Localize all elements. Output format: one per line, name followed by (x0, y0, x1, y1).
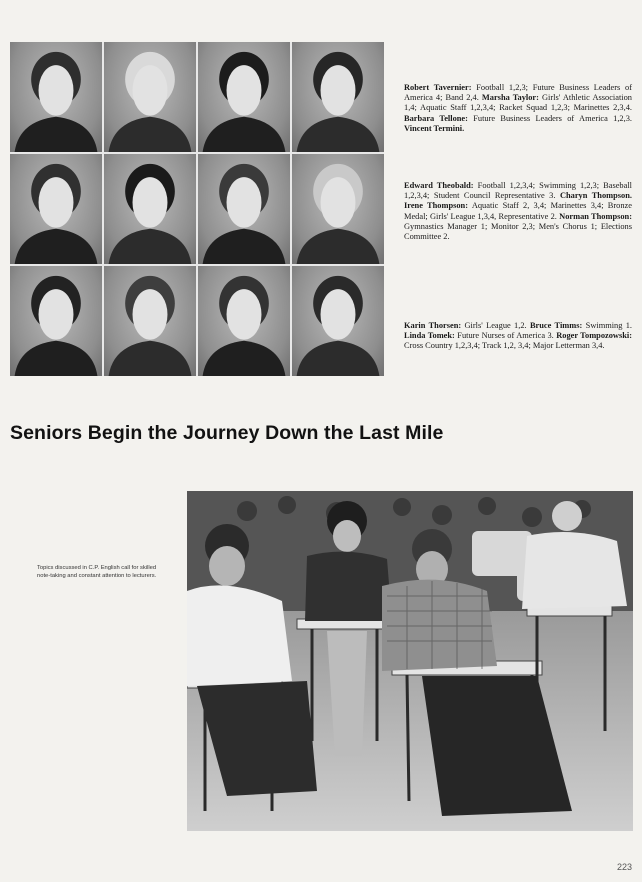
portrait-silhouette (292, 154, 384, 264)
portrait-silhouette (104, 42, 196, 152)
caption-row-1 (404, 83, 632, 134)
portrait-roger-tompozowski (292, 266, 384, 376)
senior-name: Norman Thompson: (559, 211, 633, 221)
senior-name: Edward Theobald: (404, 181, 474, 190)
portrait-vincent-termini (292, 42, 384, 152)
portrait-barbara-tellone (198, 42, 290, 152)
senior-name: Linda Tomek: (404, 331, 455, 341)
senior-activities: Girls' League 1,2. (464, 321, 527, 330)
senior-activities: Future Nurses of America 3. (457, 331, 554, 341)
portrait-karin-thorsen (10, 266, 102, 376)
section-headline: Seniors Begin the Journey Down the Last Mile (10, 422, 444, 444)
senior-activities: Future Business Leaders of America 1,2,3. (473, 113, 632, 123)
senior-name: Robert Tavernier: (404, 83, 472, 92)
page-number: 223 (616, 862, 632, 872)
photo-caption: Topics discussed in C.P. English call for skilled note-taking and constant attention to lecturers. (37, 565, 157, 579)
senior-name: Irene Thompson: (404, 201, 468, 211)
portrait-silhouette (10, 42, 102, 152)
senior-name: Karin Thorsen: (404, 321, 462, 330)
portrait-silhouette (198, 42, 290, 152)
portrait-robert-tavernier (10, 42, 102, 152)
senior-activities: Girls' Athletic Association 1,4; Aquatic Staff 1,2,3,4; Racket Squad 1,2,3; Marinettes 2,3,4. (404, 93, 632, 113)
portrait-silhouette (10, 154, 102, 264)
portrait-silhouette (292, 42, 384, 152)
classroom-photo (187, 491, 633, 831)
portrait-irene-thompson (198, 154, 290, 264)
senior-name: Vincent Termini. (404, 123, 465, 133)
caption-row-2 (404, 181, 632, 242)
portrait-silhouette (198, 154, 290, 264)
senior-portrait-grid (10, 42, 384, 376)
senior-name: Charyn Thompson. (559, 191, 632, 201)
portrait-silhouette (104, 266, 196, 376)
portrait-silhouette (10, 266, 102, 376)
portrait-linda-tomek (198, 266, 290, 376)
portrait-silhouette (198, 266, 290, 376)
senior-activities: Football 1,2,3,4; Swimming 1,2,3; Baseball 1,2,3,4; Student Council Representative 3. (404, 181, 632, 201)
portrait-silhouette (292, 266, 384, 376)
senior-activities: Aquatic Staff 2, 3,4; Marinettes 3,4; Bronze Medal; Girls' League 1,3,4, Representative 2. (404, 201, 632, 221)
senior-activities: Football 1,2,3; Future Business Leaders of America 4; Band 2,4. (404, 83, 633, 103)
portrait-charyn-thompson (104, 154, 196, 264)
caption-row-3 (404, 321, 632, 352)
portrait-bruce-timms (104, 266, 196, 376)
classroom-photo-illustration (187, 491, 633, 831)
portrait-marsha-taylor (104, 42, 196, 152)
senior-name: Bruce Timms: (529, 321, 583, 330)
senior-activities: Swimming 1. (585, 321, 633, 330)
senior-name: Marsha Taylor: (481, 93, 539, 103)
portrait-silhouette (104, 154, 196, 264)
senior-activities: Cross Country 1,2,3,4; Track 1,2, 3,4; Major Letterman 3,4. (404, 341, 605, 351)
senior-name: Roger Tompozowski: (556, 331, 632, 341)
senior-name: Barbara Tellone: (404, 113, 468, 123)
portrait-norman-thompson (292, 154, 384, 264)
portrait-edward-theobald (10, 154, 102, 264)
senior-activities: Gymnastics Manager 1; Monitor 2,3; Men's Chorus 1; Elections Committee 2. (404, 221, 632, 242)
